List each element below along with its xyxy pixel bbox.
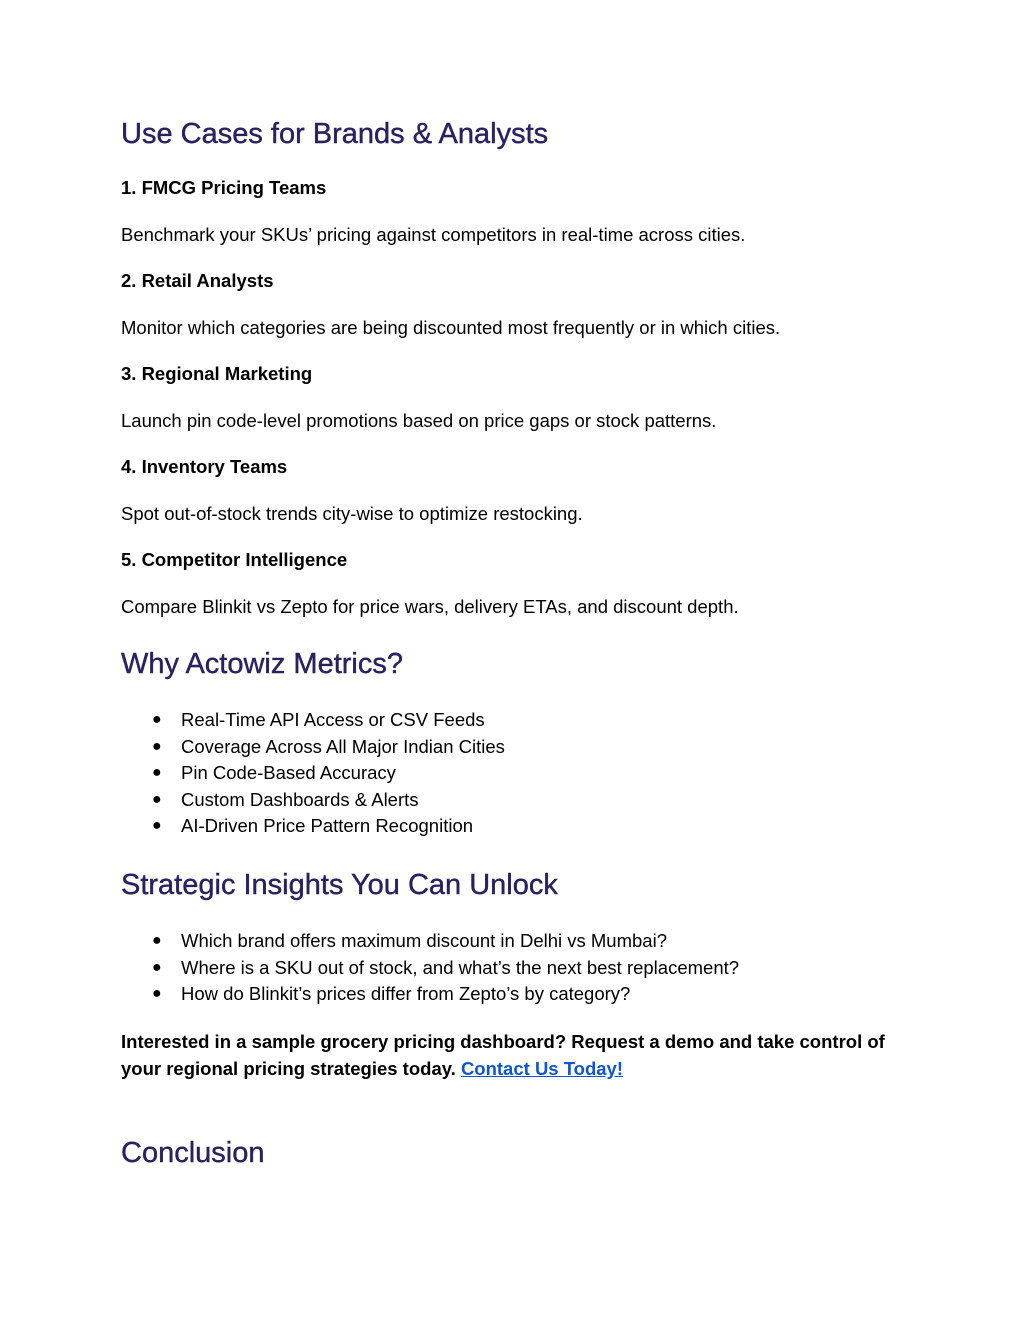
use-case-3-description: Launch pin code-level promotions based on price gaps or stock patterns. bbox=[121, 410, 717, 431]
call-to-action bbox=[121, 1028, 911, 1082]
use-case-3-title: 3. Regional Marketing bbox=[121, 363, 313, 384]
use-case-1-description: Benchmark your SKUs’ pricing against competitors in real-time across cities. bbox=[121, 224, 746, 245]
why-actowiz-heading: Why Actowiz Metrics? bbox=[121, 648, 403, 680]
list-item bbox=[121, 707, 505, 734]
call-to-action-text: Interested in a sample grocery pricing dashboard? Request a demo and take control of your regional pricing strategies today. bbox=[121, 1031, 885, 1079]
list-item-text: AI-Driven Price Pattern Recognition bbox=[181, 815, 474, 837]
use-case-2-title: 2. Retail Analysts bbox=[121, 270, 274, 291]
list-item-text: Custom Dashboards & Alerts bbox=[181, 788, 419, 810]
list-item bbox=[121, 955, 739, 982]
bullet-icon: ● bbox=[152, 711, 162, 728]
bullet-icon: ● bbox=[152, 790, 162, 808]
list-item bbox=[121, 787, 505, 814]
bullet-icon: ● bbox=[152, 958, 162, 976]
bullet-icon: ● bbox=[152, 932, 162, 949]
list-item bbox=[121, 928, 739, 955]
bullet-icon: ● bbox=[152, 817, 162, 835]
use-case-1-title: 1. FMCG Pricing Teams bbox=[121, 177, 327, 198]
use-case-5-description: Compare Blinkit vs Zepto for price wars, delivery ETAs, and discount depth. bbox=[121, 596, 739, 617]
list-item-text: Which brand offers maximum discount in Delhi vs Mumbai? bbox=[181, 930, 667, 951]
bullet-icon: ● bbox=[152, 985, 162, 1003]
list-item bbox=[121, 981, 739, 1008]
use-case-2-description: Monitor which categories are being discounted most frequently or in which cities. bbox=[121, 317, 781, 338]
list-item-text: Real-Time API Access or CSV Feeds bbox=[181, 709, 485, 730]
strategic-insights-heading: Strategic Insights You Can Unlock bbox=[121, 869, 558, 901]
use-case-5-title: 5. Competitor Intelligence bbox=[121, 549, 348, 570]
list-item bbox=[121, 813, 505, 840]
strategic-insights-list bbox=[121, 928, 739, 1008]
list-item-text: Where is a SKU out of stock, and what’s the next best replacement? bbox=[181, 956, 740, 978]
bullet-icon: ● bbox=[152, 764, 162, 782]
list-item-text: Coverage Across All Major Indian Cities bbox=[181, 735, 505, 757]
list-item-text: How do Blinkit’s prices differ from Zepto’s by category? bbox=[181, 983, 631, 1005]
list-item bbox=[121, 734, 505, 761]
list-item-text: Pin Code-Based Accuracy bbox=[181, 762, 396, 784]
bullet-icon: ● bbox=[152, 737, 162, 755]
why-actowiz-list bbox=[121, 707, 505, 840]
use-case-4-title: 4. Inventory Teams bbox=[121, 456, 288, 477]
use-cases-heading: Use Cases for Brands & Analysts bbox=[121, 118, 549, 150]
use-case-4-description: Spot out-of-stock trends city-wise to optimize restocking. bbox=[121, 503, 583, 524]
conclusion-heading: Conclusion bbox=[121, 1137, 265, 1169]
contact-us-link[interactable]: Contact Us Today! bbox=[460, 1058, 623, 1079]
list-item bbox=[121, 760, 505, 787]
